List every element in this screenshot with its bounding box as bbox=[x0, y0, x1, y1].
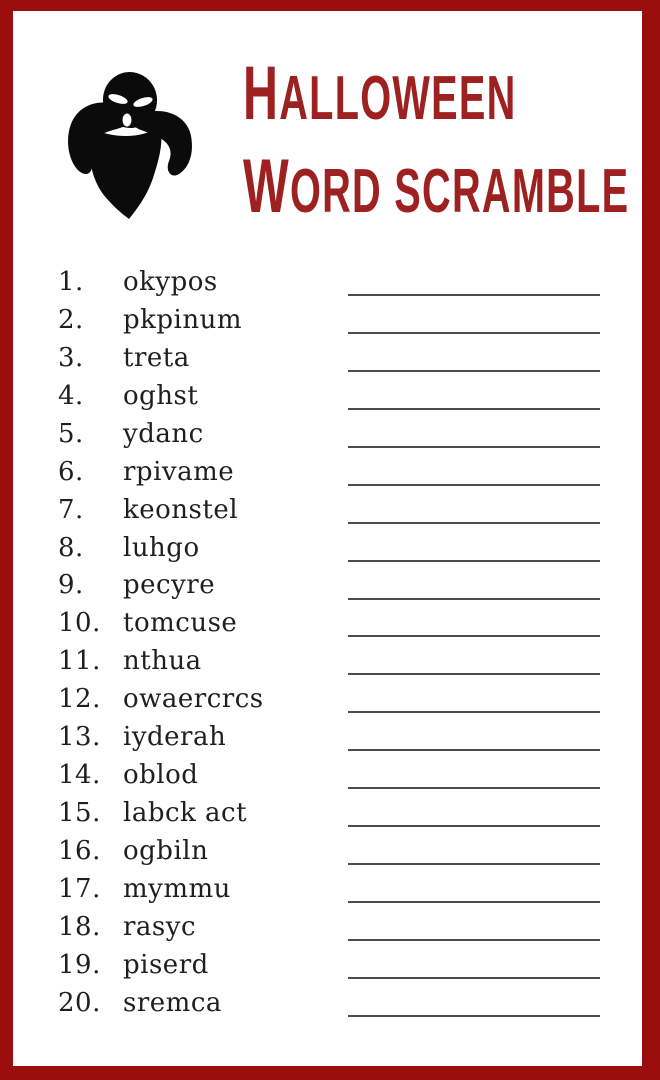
list-item bbox=[0, 946, 660, 984]
item-number: 4. bbox=[58, 380, 84, 411]
item-number: 5. bbox=[58, 418, 84, 449]
scrambled-word: ogbiln bbox=[123, 836, 209, 867]
scrambled-word: oghst bbox=[123, 380, 199, 411]
item-number: 6. bbox=[58, 456, 84, 487]
item-number: 11. bbox=[58, 646, 101, 677]
answer-line bbox=[348, 901, 600, 903]
list-item bbox=[0, 908, 660, 946]
list-item bbox=[0, 756, 660, 794]
answer-line bbox=[348, 635, 600, 637]
answer-line bbox=[348, 598, 600, 600]
item-number: 12. bbox=[58, 684, 101, 715]
item-number: 17. bbox=[58, 873, 101, 904]
item-number: 7. bbox=[58, 494, 84, 525]
answer-line bbox=[348, 749, 600, 751]
item-number: 14. bbox=[58, 760, 101, 791]
scrambled-word: pecyre bbox=[123, 570, 216, 601]
scrambled-word: okypos bbox=[123, 266, 218, 297]
answer-line bbox=[348, 446, 600, 448]
list-item bbox=[0, 604, 660, 642]
list-item bbox=[0, 453, 660, 491]
list-item bbox=[0, 415, 660, 453]
item-number: 1. bbox=[58, 266, 84, 297]
item-number: 19. bbox=[58, 949, 101, 980]
title-line-2: WORD SCRAMBLE bbox=[243, 145, 630, 229]
list-item bbox=[0, 567, 660, 605]
answer-line bbox=[348, 1015, 600, 1017]
scrambled-word: keonstel bbox=[123, 494, 239, 525]
answer-line bbox=[348, 408, 600, 410]
answer-line bbox=[348, 711, 600, 713]
answer-line bbox=[348, 522, 600, 524]
list-item bbox=[0, 794, 660, 832]
item-number: 2. bbox=[58, 304, 84, 335]
list-item bbox=[0, 491, 660, 529]
list-item bbox=[0, 718, 660, 756]
answer-line bbox=[348, 787, 600, 789]
title-line-1: HALLOWEEN bbox=[243, 52, 517, 136]
list-item bbox=[0, 377, 660, 415]
item-number: 16. bbox=[58, 836, 101, 867]
scrambled-word: pkpinum bbox=[123, 304, 243, 335]
list-item bbox=[0, 529, 660, 567]
list-item bbox=[0, 680, 660, 718]
answer-line bbox=[348, 825, 600, 827]
answer-line bbox=[348, 560, 600, 562]
item-number: 10. bbox=[58, 608, 101, 639]
item-number: 3. bbox=[58, 342, 84, 373]
scrambled-word: ydanc bbox=[123, 418, 204, 449]
scrambled-word: rasyc bbox=[123, 911, 197, 942]
list-item bbox=[0, 263, 660, 301]
page-title bbox=[243, 50, 629, 236]
scrambled-word: sremca bbox=[123, 987, 222, 1018]
list-item bbox=[0, 984, 660, 1022]
scrambled-word: tomcuse bbox=[123, 608, 238, 639]
answer-line bbox=[348, 370, 600, 372]
scrambled-word: owaercrcs bbox=[123, 684, 264, 715]
ghost-icon bbox=[57, 70, 197, 220]
list-item bbox=[0, 339, 660, 377]
list-item bbox=[0, 301, 660, 339]
list-item bbox=[0, 642, 660, 680]
list-item bbox=[0, 870, 660, 908]
scrambled-word: oblod bbox=[123, 760, 199, 791]
item-number: 13. bbox=[58, 722, 101, 753]
answer-line bbox=[348, 484, 600, 486]
scrambled-word: iyderah bbox=[123, 722, 227, 753]
answer-line bbox=[348, 294, 600, 296]
scrambled-word: luhgo bbox=[123, 532, 200, 563]
scrambled-word: rpivame bbox=[123, 456, 235, 487]
item-number: 15. bbox=[58, 798, 101, 829]
item-number: 20. bbox=[58, 987, 101, 1018]
scrambled-word: piserd bbox=[123, 949, 209, 980]
scrambled-word: treta bbox=[123, 342, 190, 373]
answer-line bbox=[348, 939, 600, 941]
answer-line bbox=[348, 332, 600, 334]
item-number: 18. bbox=[58, 911, 101, 942]
answer-line bbox=[348, 863, 600, 865]
scrambled-word: labck act bbox=[123, 798, 248, 829]
item-number: 8. bbox=[58, 532, 84, 563]
scramble-list bbox=[0, 263, 660, 1022]
list-item bbox=[0, 832, 660, 870]
answer-line bbox=[348, 673, 600, 675]
answer-line bbox=[348, 977, 600, 979]
scrambled-word: mymmu bbox=[123, 873, 231, 904]
item-number: 9. bbox=[58, 570, 84, 601]
scrambled-word: nthua bbox=[123, 646, 202, 677]
